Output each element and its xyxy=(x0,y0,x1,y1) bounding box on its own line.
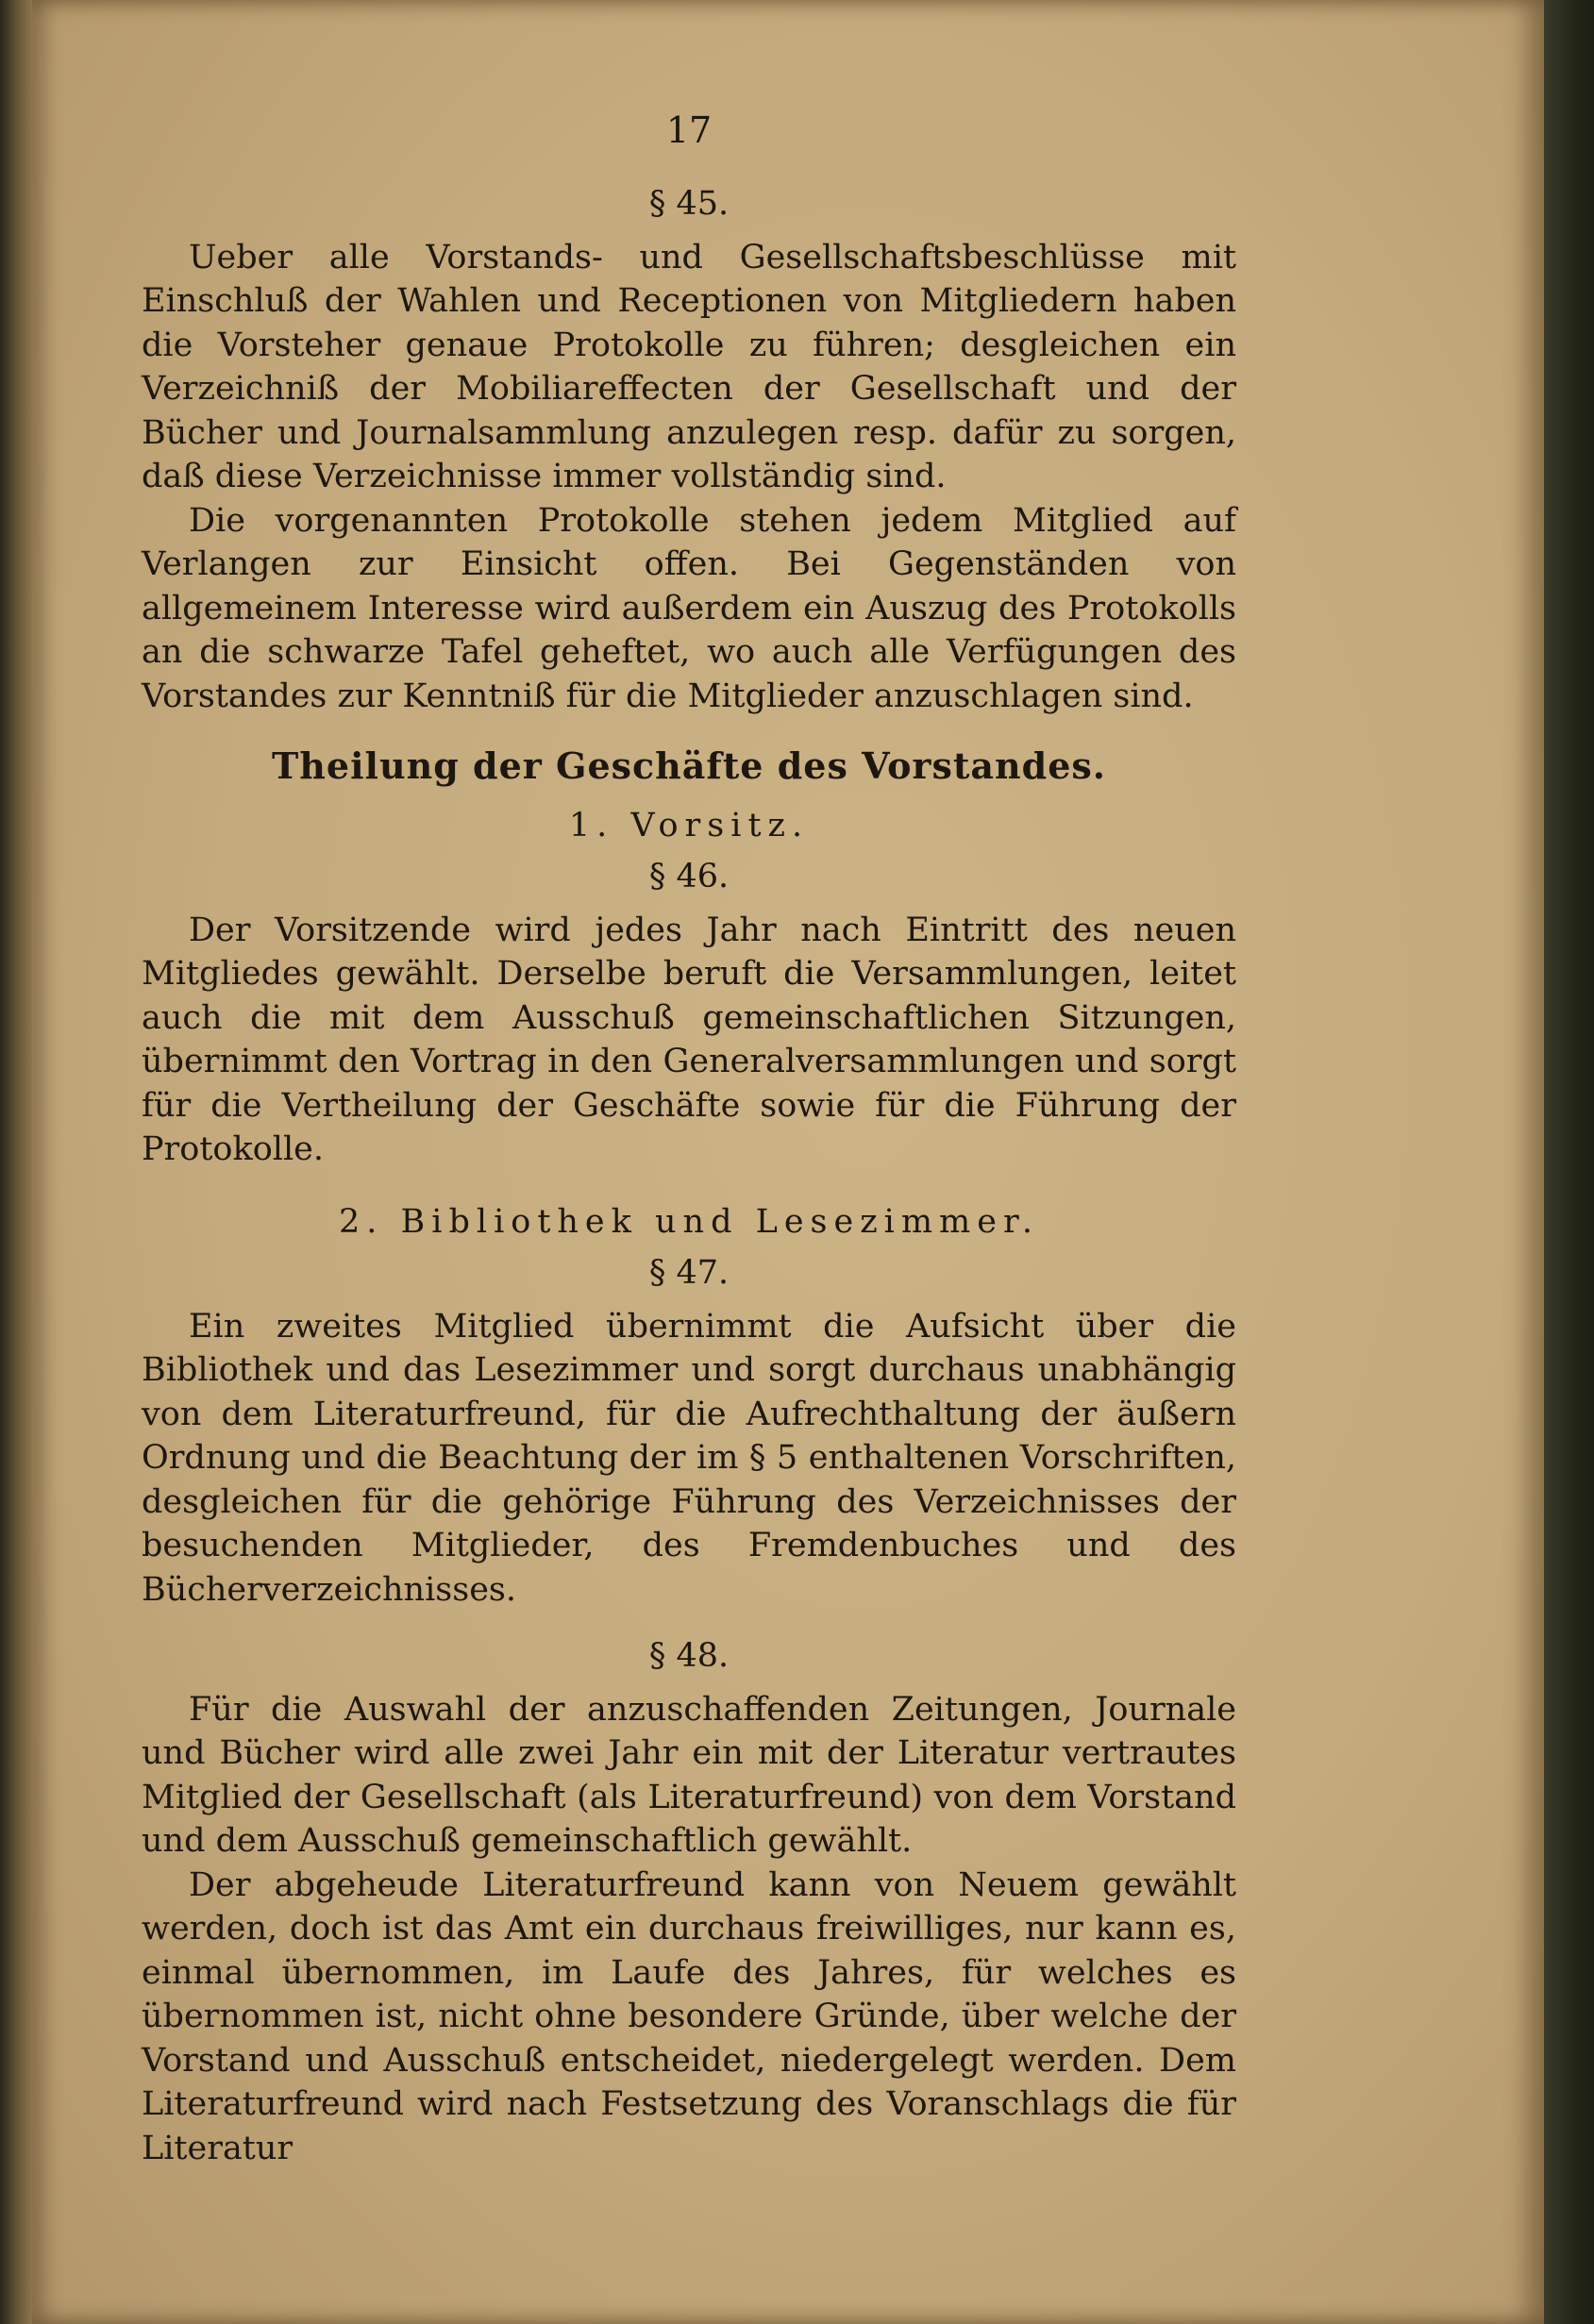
section-46-paragraph-1: Der Vorsitzende wird jedes Jahr nach Eintritt des neuen Mitgliedes gewählt. Derselbe beruft die Versammlungen, leitet auch die mit dem Ausschuß gemeinschaftlichen Sitzungen, übernimmt den Vortrag in den Generalversammlungen und sorgt für die Vertheilung der Geschäfte sowie für die Führung der Protokolle. xyxy=(142,911,1236,1168)
section-48-mark: § 48. xyxy=(648,1637,730,1675)
book-binding xyxy=(0,0,32,2324)
page-text xyxy=(142,109,1236,2170)
subheading-vorsitz: 1. Vorsitz. xyxy=(568,806,810,844)
section-46-mark: § 46. xyxy=(648,858,730,895)
section-48-paragraph-2: Der abgeheude Literaturfreund kann von Neuem gewählt werden, doch ist das Amt ein durchaus freiwilliges, nur kann es, einmal übernommen, im Laufe des Jahres, für welches es übernommen ist, nicht ohne besondere Gründe, über welche der Vorstand und Ausschuß entscheidet, niedergelegt werden. Dem Literaturfreund wird nach Festsetzung des Voranschlags die für Literatur xyxy=(142,1865,1236,2167)
section-45-paragraph-2: Die vorgenannten Protokolle stehen jedem Mitglied auf Verlangen zur Einsicht offen. Bei Gegenständen von allgemeinem Interesse wird außerdem ein Auszug des Protokolls an die schwarze Tafel geheftet, wo auch alle Verfügungen des Vorstandes zur Kenntniß für die Mitglieder anzuschlagen sind. xyxy=(142,501,1236,715)
section-47-mark: § 47. xyxy=(648,1254,730,1292)
book-edge xyxy=(1544,0,1594,2324)
section-48-paragraph-1: Für die Auswahl der anzuschaffenden Zeitungen, Journale und Bücher wird alle zwei Jahr ein mit der Literatur vertrautes Mitglied der Gesellschaft (als Literaturfreund) von dem Vorstand und dem Ausschuß gemeinschaftlich gewählt. xyxy=(142,1690,1236,1860)
section-45-paragraph-1: Ueber alle Vorstands- und Gesellschaftsbeschlüsse mit Einschluß der Wahlen und Receptionen von Mitgliedern haben die Vorsteher genaue Protokolle zu führen; desgleichen ein Verzeichniß der Mobiliareffecten der Gesellschaft und der Bücher und Journalsammlung anzulegen resp. dafür zu sorgen, daß diese Verzeichnisse immer vollständig sind. xyxy=(142,238,1236,495)
subheading-bibliothek: 2. Bibliothek und Lesezimmer. xyxy=(339,1202,1039,1241)
section-47-paragraph-1: Ein zweites Mitglied übernimmt die Aufsicht über die Bibliothek und das Lesezimmer und sorgt durchaus unabhängig von dem Literaturfreund, für die Aufrechthaltung der äußern Ordnung und die Beachtung der im § 5 enthaltenen Vorschriften, desgleichen für die gehörige Führung des Verzeichnisses der besuchenden Mitglieder, des Fremdenbuches und des Bücherverzeichnisses. xyxy=(142,1307,1236,1609)
section-45-mark: § 45. xyxy=(648,185,730,223)
page-number: 17 xyxy=(665,109,713,151)
division-heading: Theilung der Geschäfte des Vorstandes. xyxy=(271,744,1107,787)
